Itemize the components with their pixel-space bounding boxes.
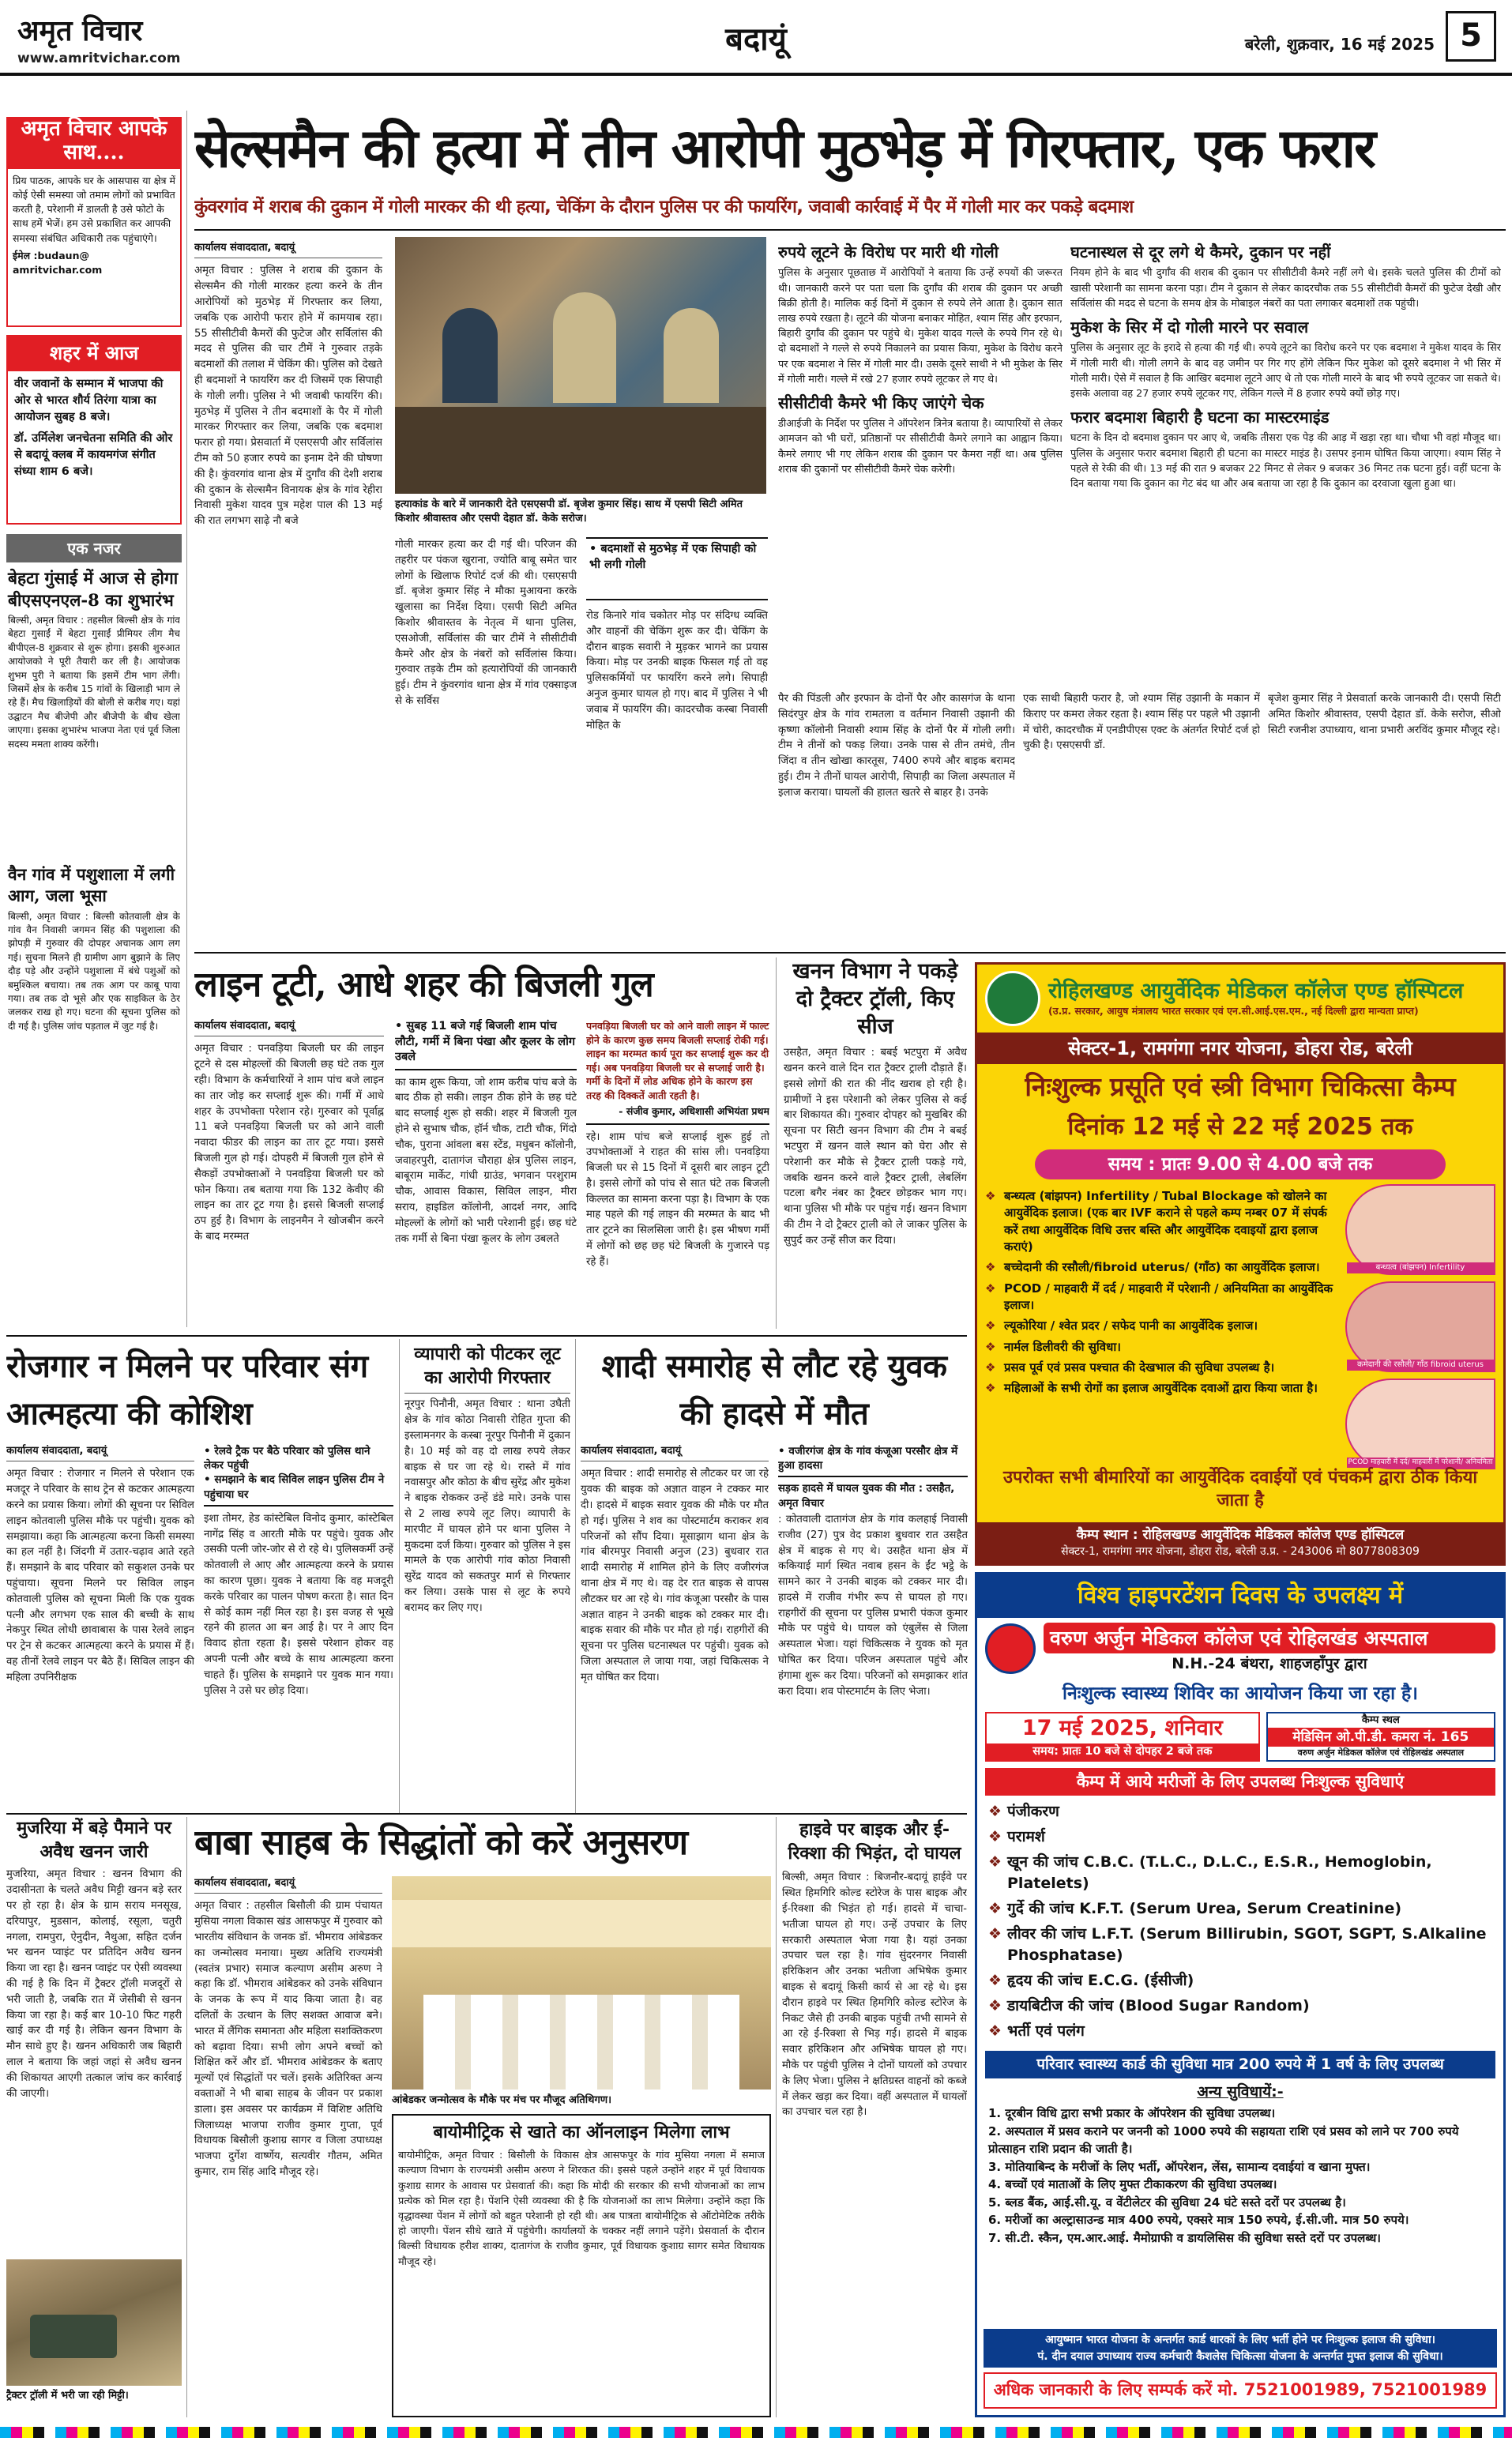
- lead-text-2: गोली मारकर हत्या कर दी गई थी। परिजन की तहरीर पर पंकज खुराना, ज्योति बाबू समेत चार लोगों के खिलाफ रिपोर्ट दर्ज की थी। एसएसपी डॉ. बृजेश कुमार सिंह ने मौका मुआयना करके खुलासा का निर्देश दिया। एसपी सिटी अमित किशोर श्रीवास्तव के नेतृत्व में थाना पुलिस, एसओजी, सर्विलांस की चार टीमें ने सीसीटीवी कैमरे और क्षेत्र के नंबरों को सर्विलांस किया। गुरुवार तड़के टीम को हत्यारोपियों की जानकारी हुई। टीम ने कुंवरगांव थाना क्षेत्र में गांव एक्साइज से के सर्विस: [395, 539, 577, 707]
- ad1-service: ❖ नार्मल डिलीवरी की सुविधा।: [985, 1339, 1339, 1356]
- mining2-divider: [186, 1817, 187, 2417]
- lead-text-6: पैर की पिंडली और इरफान के दोनों पैर और कासगंज के थाना सिदंरपुर क्षेत्र के गांव रामतला व वर्तमान निवासी उझानी की कृष्णा कॉलोनी निवासी श्याम सिंह के दोनों पैर में गोली लगी। टीम ने तीनों को पकड़ लिया। उनके पास से तीन तमंचे, तीन जिंदा व तीन खोखा कारतूस, 7400 रुपये और बाइक बरामद हुई। टीम ने तीनों घायल आरोपी, सिपाही का जिला अस्पताल में इलाज कराया। घायलों की हालत खतरे से बाहर है। उनके: [778, 693, 1015, 799]
- photo-person: [442, 308, 498, 403]
- ambedkar-headline: बाबा साहब के सिद्धांतों को करें अनुसरण: [194, 1822, 688, 1863]
- lead-text-5c: घटना के दिन दो बदमाश दुकान पर आए थे, जबकि तीसरा एक पेड़ की आड़ में खड़ा रहा था। चौथा भी वहां मौजूद था। पुलिस के अनुसार फरार बदमाश बिहारी ही घटना का मास्टर माइंड है। उसपर इनाम घोषित किया जाएगा। श्याम सिंह ने पहले से रेकी की थी। 13 मई की रात 9 बजकर 22 मिनट से लेकर 9 बजकर 36 मिनट तक घटना हुई। वहीं घटना के दिन बताया गया कि दुकान का गेट बंद था और अब बताया जा रहा है कि दुकान का दरवाजा खुला हुआ था।: [1070, 432, 1501, 491]
- ad2-time: समय: प्रातः 10 बजे से दोपहर 2 बजे तक: [987, 1743, 1258, 1760]
- ad1-services-list: [985, 1184, 1339, 1469]
- highway-headline: हाइवे पर बाइक और ई-रिक्शा की भिड़ंत, दो घायल: [788, 1820, 961, 1864]
- lead-column-1: [194, 241, 382, 944]
- photo-table: [395, 407, 766, 494]
- mining2-caption: ट्रैक्टर ट्रॉली में भरी जा रही मिट्टी।: [6, 2390, 129, 2402]
- lead-text-7: एक साथी बिहारी फरार है, जो श्याम सिंह उझानी के मकान में किराए पर कमरा लेकर रहता है। श्याम सिंह पर पहले भी उझानी में चोरी, कादरचौक में एनडीपीएस एक्ट के अंतर्गत रिपोर्ट दर्ज हो चुकी है। एसएसपी डॉ.: [1023, 693, 1260, 752]
- ad1-service: ❖ प्रसव पूर्व एवं प्रसव पश्चात की देखभाल की सुविधा उपलब्ध है।: [985, 1360, 1339, 1376]
- ad2-title-group: [1044, 1623, 1495, 1675]
- trader-divider: [575, 1339, 576, 1813]
- ad1-subtitle: (उ.प्र. सरकार, आयुष मंत्रालय भारत सरकार एवं एन.सी.आई.एस.एम., नई दिल्ली द्वारा मान्यता प्राप्त): [1048, 1005, 1419, 1017]
- suicide-column-1: [6, 1444, 194, 1807]
- ad1-service: ❖ महिलाओं के सभी रोगों का इलाज आयुर्वेदिक दवाओं द्वारा किया जाता है।: [985, 1380, 1339, 1397]
- wedding-text-1: अमृत विचार : शादी समारोह से लौटकर घर जा रहे युवक की बाइक को अज्ञात वाहन ने टक्कर मार दी। हादसे में बाइक सवार युवक की मौके पर मौत हो गई। पुलिस ने शव का पोस्टमार्टम कराकर शव परिजनों को सौंप दिया। मूसाझाग थाना क्षेत्र के गांव बीरमपुर निवासी अनुज (23) बुधवार रात शादी समारोह में शामिल होने के लिए वजीरगंज थाना क्षेत्र में गए थे। वह देर रात बाइक से वापस लौटकर घर आ रहे थे। गांव कंजूआ परसौर के पास अज्ञात वाहन ने उनकी बाइक को टक्कर मार दी। बाइक सवार की मौके पर मौत हो गई। राहगीरों की सूचना पर पुलिस घटनास्थल पर पहुंची। युवक को जिला अस्पताल ले जाया गया, जहां चिकित्सक ने मृत घोषित कर दिया।: [581, 1468, 769, 1683]
- ambedkar-column: [194, 1876, 382, 2417]
- lead-text-5: नियम होने के बाद भी दुर्गाँव की शराब की दुकान पर सीसीटीवी कैमरे नहीं लगे थे। इसके चलते पुलिस की टीमों को खासी परेशानी का सामना करना पड़ा। टीम ने दुकान से लेकर कादरचौक तक 55 सीसीटीवी कैमरों की फुटेज देखी और सर्विलांस की मदद से घटना के समय क्षेत्र के मोबाइल नंबरों का पता लगाकर बदमाशों तक पहुंची।: [1070, 267, 1501, 310]
- power-column-2: [395, 1019, 577, 1327]
- ad1-header: [977, 965, 1503, 1033]
- ad2-place-box: [1266, 1712, 1495, 1762]
- photo-tractor: [30, 2315, 117, 2358]
- ad2-other-list: [977, 2103, 1503, 2248]
- ambedkar-divider: [776, 1817, 777, 2417]
- photo-guests: [423, 1995, 739, 2090]
- ad1-address: सेक्टर-1, रामगंगा नगर योजना, डोहरा रोड, बरेली: [977, 1033, 1503, 1064]
- power-headline: लाइन टूटी, आधे शहर की बिजली गुल: [194, 965, 653, 1005]
- promo-title: अमृत विचार आपके साथ....: [6, 117, 182, 169]
- ad2-card: परिवार स्वास्थ्य कार्ड की सुविधा मात्र 200 रुपये में 1 वर्ष के लिए उपलब्ध: [985, 2051, 1495, 2078]
- power-column-1: [194, 1019, 384, 1327]
- ad2-header: [977, 1618, 1503, 1680]
- mining2-photo[interactable]: [6, 2259, 182, 2386]
- highway-text: बिल्सी, अमृत विचार : बिजनौर-बदायूं हाईवे पर स्थित हिमगिरि कोल्ड स्टोरेज के पास बाइक और ई-रिक्शा की भिड़ंत हो गई। हादसे में चाचा-भतीजा घायल हो गए। उन्हें उपचार के लिए सरकारी अस्पताल भेजा गया है। यहां उनका उपचार चल रहा है। गांव सुंदरनगर निवासी हरिकिशन और उनका भतीजा अभिषेक कुमार बाइक से बदायूं किसी कार्य से आ रहे थे। इस दौरान हाइवे पर स्थित हिमगिरि कोल्ड स्टोरेज के निकट जैसे ही उनकी बाइक पहुंची तभी सामने से आ रहे ई-रिक्शा से भिड़ गई। हादसे में बाइक सवार हरिकिशन और अभिषेक घायल हो गए। मौके पर पहुंची पुलिस ने दोनों घायलों को उपचार के लिए भेजा। पुलिस ने क्षतिग्रस्त वाहनों को कब्जे में लेकर खड़ा कर दिया। वहीं अस्पताल में घायलों का उपचार चल रहा है।: [782, 1871, 967, 2119]
- ad1-service: ❖ ल्यूकोरिया / श्वेत प्रदर / सफेद पानी का आयुर्वेदिक इलाज।: [985, 1318, 1339, 1334]
- suicide-divider: [399, 1339, 400, 1813]
- suicide-text-1: अमृत विचार : रोजगार न मिलने से परेशान एक मजदूर ने परिवार के साथ ट्रेन से कटकर आत्महत्या करने का प्रयास किया। लोगों की सूचना पर सिविल लाइन कोतवाली पुलिस मौके पर पहुंची। युवक को समझाया। कहा कि आत्महत्या करना किसी समस्या का हल नहीं है। जिंदगी में उतार-चढ़ाव आते रहते हैं। समझाने के बाद परिवार को सकुशल उनके घर पहुंचाया। सूचना मिलने पर सिविल लाइन कोतवाली पुलिस को सूचना मिली कि एक युवक पत्नी और लगभग एक साल की बच्ची के साथ नेकपुर स्थित लोधी छावाबास के पास रेलवे लाइन पर ट्रेन से कटकर आत्महत्या करने के प्रयास में हैं। वह तीनों रेलवे लाइन पर बैठे हैं। सिविल लाइन की महिला उपनिरीक्षक: [6, 1468, 194, 1683]
- photo-banner: [392, 1900, 771, 1947]
- ad2-facility: ❖ भर्ती एवं पलंग: [988, 2021, 1492, 2042]
- ad1-venue-box: [977, 1522, 1503, 1563]
- edition-city: बदायूं: [725, 21, 787, 58]
- wedding-text-2: : कोतवाली दातागंज क्षेत्र के गांव कलहाई निवासी राजीव (27) पुत्र वेद प्रकाश बुधवार रात उसहैत क्षेत्र में बाइक से गए थे। उसहैत थाना क्षेत्र में ककियाई मार्ग स्थित नवाब हसन के ईंट भट्ठे के सामने कार ने उनकी बाइक को टक्कर मार दी। हादसे में राजीव गंभीर रूप से घायल हो गए। राहगीरों की सूचना पर पुलिस प्रभारी पंकज कुमार मौके पर पहुंचे थे। घायल को एंबुलेंस से जिला अस्पताल भेजा। यहां चिकित्सक ने युवक को मृत घोषित कर दिया। परिजन अस्पताल पहुंचे और हंगामा शुरू कर दिया। परिजनों को समझाकर शांत करा दिया। शव पोस्टमार्टम के लिए भेजा।: [778, 1513, 968, 1698]
- row3-rule: [6, 1813, 967, 1815]
- lead-text-4b: डीआईजी के निर्देश पर पुलिस ने ऑपरेशन त्रिनेत्र बताया है। व्यापारियों से लेकर आमजन को भी घरों, प्रतिष्ठानों पर सीसीटीवी कैमरे लगाने का आह्वान किया। कैमरे लगाए भी गए लेकिन शराब की दुकान पर कैमरा नहीं था। अब पुलिस शराब की दुकानों पर सीसीटीवी कैमरे चेक करेगी।: [778, 418, 1063, 476]
- ad2-scheme: आयुष्मान भारत योजना के अन्तर्गत कार्ड धारकों के लिए भर्ती होने पर निःशुल्क इलाज की सुविधा।: [1045, 2334, 1435, 2347]
- biometric-text: बायोमीट्रिक, अमृत विचार : बिसौली के विकास क्षेत्र आसफपुर के गांव मुसिया नगला में समाज कल्याण विभाग के राज्यमंत्री असीम अरुण ने शिरकत की। इससे पहले उन्होंने शहर में पूर्व विधायक कुशाग्र सागर के आवास पर प्रेसवार्ता की। कहा कि मोदी की सरकार की सभी योजनाओं का लाभ प्रत्येक को मिल रहा है। पेंशनि ऐसी व्यवस्था की है कि योजनाओं का लाभ मिलेगा। उन्होंने कहा कि वृद्धावस्था पेंशन में लोगों को बहुत परेशानी हो रही थी। अब पात्रता बायोमीट्रिक से ऑटोमेटिक तरीके हो जाएगी। पेंशन सीधे खाते में पहुंचेगी। कार्यालयों के चक्कर नहीं लगाने पड़ेंगे। प्रेसवार्ता के दौरान बिल्सी विधायक हरीश शाक्य, दातागंज के राजीव कुमार, पूर्व विधायक कुशाग्र सागर समेत विधायक मौजूद रहे।: [398, 2150, 765, 2268]
- lead-headline: सेल्समैन की हत्या में तीन आरोपी मुठभेड़ में गिरफ्तार, एक फरार: [194, 117, 1375, 180]
- ad2-place2: वरुण अर्जुन मेडिकल कॉलेज एवं रोहिलखंड अस्पताल: [1297, 1747, 1465, 1759]
- city-today-item: वीर जवानों के सम्मान में भाजपा की ओर से भारत शौर्य तिरंगा यात्रा का आयोजन सुबह 8 बजे।: [14, 378, 164, 424]
- city-today-title: शहर में आज: [6, 335, 182, 371]
- wedding-byline: कार्यालय संवाददाता, बदायूं: [581, 1444, 769, 1461]
- ad2-other-item: 5. ब्लड बैंक, आई.सी.यू. व वेंटीलेटर की सुविधा 24 घंटे सस्ते दरों पर उपलब्ध है।: [988, 2195, 1346, 2210]
- lead-subhead: कुंवरगांव में शराब की दुकान में गोली मारकर की थी हत्या, चेकिंग के दौरान पुलिस पर की फायरिंग, जवाबी कार्रवाई में पैर में गोली मार कर पकड़े बदमाश: [194, 197, 1134, 217]
- glance1-text: बिल्सी, अमृत विचार : तहसील बिल्सी क्षेत्र के गांव बेहटा गुसाईं में बेहटा गुसाईं प्रीमियर लीग मैच बीपीएल-8 शुक्रवार से शुरू होगा। इसकी शुरुआत आयोजको ने पूरी तैयारी कर ली है। आयोजक शुभम पुरी ने बताया कि इसमें टीम भाग लेंगी। जिसमें क्षेत्र के करीब 15 गांवों के खिलाड़ी भाग ले रहे हैं। मैच खिलाड़ियों की बोली से करीब गए। यहां उद्घाटन मैच बीजेपी और बीजेपी के बीच खेला जाएगा। इसका शुभारंभ भाजपा नेता एवं पूर्व जिला सदस्य ममता शाक्य करेंगी।: [8, 615, 180, 750]
- ad2-date-box: [985, 1712, 1260, 1762]
- wedding-column-1: [581, 1444, 769, 1807]
- ad1-dates: दिनांक 12 मई से 22 मई 2025 तक: [1067, 1112, 1413, 1141]
- ad2-other-head: अन्य सुविधायें:-: [1197, 2083, 1284, 2101]
- ad1-venue: कैम्प स्थान : रोहिलखण्ड आयुर्वेदिक मेडिकल कॉलेज एण्ड हॉस्पिटल: [1076, 1527, 1405, 1543]
- biometric-headline: बायोमीट्रिक से खाते का ऑनलाइन मिलेगा लाभ: [433, 2123, 730, 2142]
- city-today-item: डॉ. उर्मिलेश जनचेतना समिति की ओर से बदायूं क्लब में कायमगंज संगीत संध्या शाम 6 बजे।: [14, 432, 173, 479]
- lead-text-5b: पुलिस के अनुसार लूट के इरादे से हत्या की गई थी। रुपये लूटने का विरोध करने पर एक बदमाश ने मुकेश यादव के सिर में गोली मारी थी। गोली लगने के बाद वह जमीन पर गिर गए होंगे लेकिन फिर मुकेश को दूसरे बदमाश ने भी सिर में गोली मारी। ऐसे में सवाल है कि आखिर बदमाश लूटने आए थे तो एक गोली मारने के बाद भी रुपये लूटकर जा सकते थे। इसके अलावा वह 27 हजार रुपये लूटकर गए, लेकिन गल्ले में 8 हजार रुपये क्यों छोड़ गए।: [1070, 342, 1501, 400]
- college-emblem-icon: [985, 971, 1040, 1026]
- lead-text-3: रोड किनारे गांव चकोतर मोड़ पर संदिग्ध व्यक्ति और वाहनों की चेकिंग शुरू कर दी। चेकिंग के दौरान बाइक सवारी ने मुड़कर भागने का प्रयास किया। मोड़ पर उनकी बाइक फिसल गई तो वह पुलिसकर्मियों पर फायरिंग करने लगे। सिपाही अनुज कुमार घायल हो गए। बाद में पुलिस ने भी जवाब में फायरिंग की। कादरचौक कस्बा निवासी मोहित के: [586, 610, 768, 732]
- glance-box: [6, 562, 182, 1143]
- ad1-camp: निःशुल्क प्रसूति एवं स्त्री विभाग चिकित्सा कैम्प: [1025, 1071, 1456, 1103]
- city-today-box: [6, 371, 182, 525]
- ad2-banner: विश्व हाइपरटेंशन दिवस के उपलक्ष्य में: [977, 1574, 1503, 1618]
- suicide-pull-2: • समझाने के बाद सिविल लाइन पुलिस टीम ने पहुंचाया घर: [204, 1473, 393, 1506]
- page-number: 5: [1446, 11, 1496, 62]
- power-text-3: रहे। शाम पांच बजे सप्लाई शुरू हुई तो उपभोक्ताओं ने राहत की सांस ली। पनवड़िया बिजली घर से 15 दिनों में दूसरी बार लाइन टूटी है। इससे लोगों को पांच से सात घंटे तक बिजली किल्लत का सामना करना पड़ा है। विभाग के एक माह पहले की गई लाइन की मरम्मत के बाद भी तार टूटने का सिलसिला जारी है। इस भीषण गर्मी में लोगों को छह छह घंटे बिजली के गुजारने पड़ रहे हैं।: [586, 1130, 769, 1268]
- ad1-image-pcod: [1345, 1379, 1495, 1469]
- glance2-text: बिल्सी, अमृत विचार : बिल्सी कोतवाली क्षेत्र के गांव वैन निवासी जगमन सिंह की पशुशाला की झोपड़ी में गुरुवार की दोपहर अचानक आग लग गई। सुचना मिलने ही ग्रामीण आग बुझाने के लिए दौड़ पड़े और उन्होंने पशुशाला में बंधे पशुओं को बमुश्किल बचाया। तब तक आग पर काबू पाया गया। तब तक दो भूसे और एक साइकिल के ठेर जलकर राख हो गए। घटना की सूचना पुलिस को दी गई है। पुलिस जांच पड़ताल में जुट गई है।: [8, 910, 180, 1032]
- suicide-headline: रोजगार न मिलने पर परिवार संग आत्महत्या की कोशिश: [6, 1348, 368, 1432]
- highway-story: [782, 1819, 967, 2417]
- suicide-text-2: इशा तोमर, हेड कांस्टेबिल विनोद कुमार, कांस्टेबिल नागेंद्र सिंह व आरती मौके पर पहुंचे। युवक और उसकी पत्नी जोर-जोर से रो रहे थे। पुलिसकर्मी उन्हें कोतवाली ले आए और आत्महत्या करने के प्रयास का कारण पूछा। युवक ने बताया कि वह मजदूरी करके परिवार का पालन पोषण करता है। सात दिन से कोई काम नहीं मिल रहा है। इस वजह से भूखे रहने की हालत आ बन आई है। पर ने आए दिन विवाद होता रहता है। इससे परेशान होकर वह अपनी पत्नी और बच्चे के साथ आत्महत्या करना चाहते हैं। पुलिस के समझाने पर युवक मान गया। पुलिस ने उसे घर छोड़ दिया।: [204, 1512, 393, 1697]
- power-pull-quote: • सुबह 11 बजे गई बिजली शाम पांच लौटी, गर्मी में बिना पंखा और कूलर के लोग उबले: [395, 1019, 577, 1070]
- ad2-facility: ❖ पंजीकरण: [988, 1801, 1492, 1822]
- ad2-place: मेडिसिन ओ.पी.डी. कमरा नं. 165: [1268, 1728, 1494, 1747]
- ad2-contact[interactable]: अधिक जानकारी के लिए सम्पर्क करें मो. 7521001989, 7521001989: [984, 2372, 1497, 2409]
- ad2-place-label: कैम्प स्थल: [1361, 1713, 1400, 1726]
- lead-pull-quote-box: [586, 537, 768, 600]
- newspaper-logo[interactable]: अमृत विचार: [17, 14, 143, 47]
- ad1-title: रोहिलखण्ड आयुर्वेदिक मेडिकल कॉलेज एण्ड हॉस्पिटल: [1048, 978, 1464, 1003]
- photo-person: [664, 308, 719, 403]
- website-url[interactable]: www.amritvichar.com: [17, 51, 181, 66]
- ad2-facility: ❖ खून की जांच C.B.C. (T.L.C., D.L.C., E.S.R., Hemoglobin, Platelets): [988, 1852, 1492, 1894]
- ad1-image-fibroid: [1345, 1281, 1495, 1372]
- power-text-1: अमृत विचार : पनवड़िया बिजली घर की लाइन टूटने से दस मोहल्लों की बिजली छह घंटे तक गुल रही। विभाग के कर्मचारियों ने शाम पांच बजे लाइन का तार जोड़ कर सप्लाई शुरू की। गर्मी में आधे शहर के उपभोक्ता परेशान रहे। गुरुवार को पूर्वाह्न 11 बजे पनवड़िया बिजली घर को आने वाली नवादा फीडर की लाइन का तार टूट गया। इससे बिजली गुल हो गई। दोपहरी में बिजली गुल होने से सैकड़ों उपभोक्ताओं ने पनवड़िया बिजली घर को फोन किया। तब बताया गया कि 132 केवीए की लाइन का तार टूट गया है। इससे बिजली सप्लाई ठप हुई है। विभाग के लाइनमैन ने खोजबीन करने के बाद मरम्मत: [194, 1043, 384, 1243]
- ayurvedic-ad[interactable]: [975, 962, 1506, 1566]
- sidebar-divider: [186, 111, 187, 1327]
- glance1-headline: बेहटा गुंसाई में आज से होगा बीएसएनएल-8 का शुभारंभ: [8, 568, 179, 610]
- masthead: [0, 0, 1512, 76]
- power-byline: कार्यालय संवाददाता, बदायूं: [194, 1019, 384, 1036]
- lead-byline: कार्यालय संवाददाता, बदायूं: [194, 241, 382, 258]
- lead-subhead-cameras: घटनास्थल से दूर लगे थे कैमरे, दुकान पर नहीं: [1070, 243, 1331, 261]
- lead-bottom-rule: [194, 952, 1506, 954]
- lead-rule: [194, 229, 1506, 231]
- ad2-facility: ❖ लीवर की जांच L.F.T. (Serum Billirubin, SGOT, SGPT, S.Alkaline Phosphatase): [988, 1924, 1492, 1966]
- ad2-title: वरुण अर्जुन मेडिकल कॉलेज एवं रोहिलखंड अस्पताल: [1044, 1623, 1495, 1654]
- promo-email[interactable]: ईमेल :budaun@ amritvichar.com: [13, 249, 103, 276]
- ad1-images: [1345, 1184, 1495, 1469]
- ad1-image-infertility: [1345, 1184, 1495, 1275]
- lead-text-4: पुलिस के अनुसार पूछताछ में आरोपियों ने बताया कि उन्हें रुपयों की जरूरत थी। जानकारी करने पर पता चला कि दुर्गाँव की शराब की दुकान पर अच्छी बिक्री होती है। मालिक कई दिनों में दुकान से रुपये लेने आता है। दुकान सात लाख रुपये रखता है। लूटने की योजना बनाकर मोहित, श्याम सिंह और इरफान, बिहारी दुर्गाँव की दुकान पर पहुंचे थे। मुकेश यादव गल्ले के रुपये गिन रहे थे। दो बदमाशों ने गल्ले से रुपये निकालने का प्रयास किया, मुकेश के विरोध करने पर एक बदमाश ने सिर में गोली मार दी। उसके दूसरे साथी ने भी मुकेश के सिर में गोली मारी। गल्ले में रखे 27 हजार रुपये लूटकर ले गए थे।: [778, 267, 1063, 386]
- ad1-service: ❖ बन्ध्यत्व (बांझपन) Infertility / Tubal Blockage को खोलने का आयुर्वेदिक इलाज। (एक बार IVF कराने से पहले कम्प नम्बर 07 में संपर्क करें तथा आयुर्वेदिक विधि उत्तर बस्ति और आयुर्वेदिक दवाइयों द्वारा इलाज कराएं): [985, 1188, 1339, 1255]
- mining2-text: मुजरिया, अमृत विचार : खनन विभाग की उदासीनता के चलते अवैध मिट्टी खनन बड़े स्तर पर हो रहा है। क्षेत्र के ग्राम सराय मनसूख, दरियापुर, मुडसान, कोलाई, रसूला, चतुरी नगला, रामपुरा, ऐनुदीन, नैथुआ, सहित दर्जन भर खनन प्वाइंट पर प्रतिदिन अवैध खनन किया जा रहा है। खनन प्वाइंट पर ऐसी व्यवस्था की गई है कि दिन में ट्रैक्टर ट्रॉली मजदूरों से भरी जाती है, जबकि रात में जेसीबी से खनन किया जा रहा है। कई बार 10-10 फिट गहरी खाई कर दी गई है। लेकिन खनन विभाग के मौन साधे हुए है। खनन अधिकारी जब बिहारी लाल ने बताया कि जहां जहां से अवैध खनन की शिकायत आएगी तत्काल जांच कर कार्रवाई की जाएगी।: [6, 1868, 182, 2100]
- lead-subhead-cctv: सीसीटीवी कैमरे भी किए जाएंगे चेक: [778, 393, 984, 412]
- suicide-column-2: [204, 1444, 393, 1807]
- ad1-time: समय : प्रातः 9.00 से 4.00 बजे तक: [1035, 1149, 1446, 1180]
- ambedkar-photo[interactable]: [392, 1876, 771, 2090]
- biometric-box: [392, 2114, 771, 2417]
- ad2-facilities-list: [977, 1796, 1503, 2048]
- lead-column-8: [1268, 691, 1501, 944]
- ad2-other-item: 6. मरीजों का अल्ट्रासाउन्ड मात्र 400 रुपये, एक्सरे मात्र 150 रुपये, ई.सी.जी. मात्र 50 रुपये।: [988, 2213, 1409, 2228]
- lead-column-4: [778, 241, 1063, 683]
- ad2-scheme-box: [984, 2329, 1497, 2368]
- ad2-facility: ❖ गुर्दे की जांच K.F.T. (Serum Urea, Serum Creatinine): [988, 1898, 1492, 1920]
- wedding-headline: शादी समारोह से लौट रहे युवक की हादसे में मौत: [601, 1348, 947, 1432]
- hospital-logo-icon: [985, 1623, 1036, 1674]
- wedding-column-2: [778, 1444, 968, 1807]
- lead-subhead-loot: रुपये लूटने के विरोध पर मारी थी गोली: [778, 243, 999, 261]
- glance2-headline: वैन गांव में पशुशाला में लगी आग, जला भूसा: [8, 864, 175, 906]
- power-quote: पनवड़िया बिजली घर को आने वाली लाइन में फाल्ट होने के कारण कुछ समय बिजली सप्लाई रोकी गई। लाइन का मरम्मत कार्य पूरा कर सप्लाई शुरू कर दी गई। अब पनवड़िया बिजली घर से सप्लाई जारी है। गर्मी के दिनों में लोड अधिक होने के कारण इस तरह की दिक्कतें आती रहती है।: [586, 1020, 769, 1101]
- lead-column-5: [1070, 241, 1501, 683]
- ad2-facility: ❖ हृदय की जांच E.C.G. (ईसीजी): [988, 1970, 1492, 1992]
- lead-pull-quote: • बदमाशों से मुठभेड़ में एक सिपाही को भी लगी गोली: [589, 542, 765, 573]
- ad2-facility: ❖ डायबिटीज की जांच (Blood Sugar Random): [988, 1995, 1492, 2017]
- ad1-image-caption: PCOD माहवारी में दर्द/ माहवारी में परेशानी/ अनियमिता: [1348, 1458, 1493, 1467]
- ad2-other-item: 3. मोतियाबिन्द के मरीजों के लिए भर्ती, ऑपरेशन, लेंस, सामान्य दवाईयां व खाना मुफ्त।: [988, 2159, 1371, 2174]
- trader-story: [404, 1343, 570, 1809]
- ad1-image-caption: बन्ध्यत्व (बांझपन) Infertility: [1347, 1262, 1494, 1273]
- lead-column-2: [395, 537, 577, 944]
- ad2-other-item: 7. सी.टी. स्कैन, एम.आर.आई. मैमोग्राफी व डायलिसिस की सुविधा सस्ते दरों पर उपलब्ध।: [988, 2230, 1381, 2245]
- mining-text: उसहैत, अमृत विचार : बबई भटपुरा में अवैध खनन करने वाले दिन रात ट्रैक्टर ट्राली दौड़ाते हैं। इससे लोगों की रात की नींद खराब हो रही है। ग्रामीणों ने इस परेशानी को लेकर पुलिस से कई बार शिकायत की। गुरुवार दोपहर को मुखबिर की सूचना पर सिटी खनन विभाग की टीम ने बबई भटपुरा में खनन वाले स्थान को घेरा और से परेशानी कर मौके से ट्रैक्टर ट्राली पकड़े गये, जबकि खनन करने वाले ट्रैक्टर ट्राली, लेबलिंग पटला बगैर नंबर का ट्रैक्टर छोड़कर भाग गए। थाना पुलिस भी मौके पर पहुंच गई। खनन विभाग की टीम ने दो ट्रैक्टर ट्राली को ले जाकर पुलिस के सुपुर्द कर उन्हें सीज कर दिया।: [784, 1047, 967, 1247]
- ambedkar-byline: कार्यालय संवाददाता, बदायूं: [194, 1876, 382, 1894]
- ad1-footer: उपरोक्त सभी बीमारियों का आयुर्वेदिक दवाईयों एवं पंचकर्म द्वारा ठीक किया जाता है: [1002, 1467, 1478, 1511]
- hypertension-camp-ad[interactable]: [975, 1572, 1506, 2417]
- mining-story: [784, 957, 967, 1329]
- lead-subhead-shots: मुकेश के सिर में दो गोली मारने पर सवाल: [1070, 317, 1309, 337]
- promo-box: [6, 169, 182, 327]
- photo-person: [553, 292, 616, 403]
- row2-rule: [6, 1335, 967, 1337]
- ad1-title-group: [1048, 979, 1495, 1018]
- glance-title: एक नजर: [6, 534, 182, 562]
- ad2-date-row: [977, 1712, 1503, 1762]
- ad2-facility: ❖ परामर्श: [988, 1826, 1492, 1848]
- ad2-other-item: 4. बच्चों एवं माताओं के लिए मुफ्त टीकाकरण की सुविधा उपलब्ध।: [988, 2177, 1277, 2192]
- power-column-3: [586, 1019, 769, 1327]
- ambedkar-photo-caption: आंबेडकर जन्मोत्सव के मौके पर मंच पर मौजूद अतिथिगण।: [392, 2094, 612, 2106]
- ad1-service: ❖ बच्चेदानी की रसौली/fibroid uterus/ (गाँठ) का आयुर्वेदिक इलाज।: [985, 1259, 1339, 1276]
- lead-subhead-mastermind: फरार बदमाश बिहारी है घटना का मास्टरमाइंड: [1070, 408, 1330, 427]
- color-registration-strip: [0, 2427, 1512, 2438]
- ad1-venue2: सेक्टर-1, रामगंगा नगर योजना, डोहरा रोड, बरेली उ.प्र. - 243006 मो 8077808309: [1061, 1545, 1420, 1559]
- dateline: बरेली, शुक्रवार, 16 मई 2025: [1244, 35, 1435, 54]
- suicide-byline: कार्यालय संवाददाता, बदायूं: [6, 1444, 194, 1461]
- lead-text-1: अमृत विचार : पुलिस ने शराब की दुकान के सेल्समैन की गोली मारकर हत्या करने के तीन आरोपियों को मुठभेड़ में गिरफ्तार कर लिया, जबकि एक आरोपी फरार होने में कामयाब रहा। 55 सीसीटीवी कैमरों की फुटेज और सर्विलांस की मदद से पुलिस की चार टीमें ने गुरुवार तड़के बदमाशों की तलाश में चेकिंग की। पुलिस को देखते ही बदमाशों ने फायरिंग कर दी जिसमें एक सिपाही के गोली लगी। पुलिस ने भी जवाबी फायरिंग की। मुठभेड़ में पुलिस ने तीन बदमाशों के पैर में गोली मारकर गिरफ्तार कर लिया, जबकि एक बदमाश फरार हो गया। प्रेसवार्ता में एसएसपी और सर्विलांस टीम को 50 हजार रुपये का इनाम देने की घोषणा की है। कुंवरगांव थाना क्षेत्र में दुर्गाँव की देशी शराब की दुकान के सेल्समैन विनायक क्षेत्र के गांव रेहीरा निवासी मुकेश यादव पुत्र महेश पाल की 13 मई की रात लगभग साढ़े नौ बजे: [194, 265, 382, 528]
- wedding-subhead: सड़क हादसे में घायल युवक की मौत : उसहैत, अमृत विचार: [778, 1483, 955, 1510]
- lead-photo-caption: हत्याकांड के बारे में जानकारी देते एसएसपी डॉ. बृजेश कुमार सिंह। साथ में एसपी सिटी अमित किशोर श्रीवास्तव और एसपी देहात डॉ. केके सरोज।: [395, 498, 743, 525]
- suicide-pull-1: • रेलवे ट्रैक पर बैठे परिवार को पुलिस थाने लेकर पहुंची: [204, 1444, 393, 1473]
- lead-text-8: बृजेश कुमार सिंह ने प्रेसवार्ता करके जानकारी दी। एसपी सिटी अमित किशोर श्रीवास्तव, एसपी देहात डॉ. केके सरोज, सीओ सिटी रजनीश उपाध्याय, थाना प्रभारी अरविंद कुमार मौजूद रहे।: [1268, 693, 1501, 736]
- lead-column-3: [586, 608, 768, 944]
- power-quote-author: - संजीव कुमार, अधिशासी अभियंता प्रथम: [619, 1105, 769, 1117]
- ad2-address: N.H.-24 बंथरा, शाहजहाँपुर द्वारा: [1172, 1655, 1367, 1673]
- power-text-2: का काम शुरू किया, जो शाम करीब पांच बजे के बाद ठीक हो सकी। लाइन ठीक होने के छह घंटे बाद सप्लाई शुरू हो सकी। शहर में बिजली गुल होने से सुभाष चौक, हॉर्न चौक, टाटी चौक, गिंदो चौक, पुराना आंवला बस स्टेंड, मधुबन कॉलोनी, जवाहरपुरी, दातागंज चौराहा क्षेत्र पुलिस लाइन, बाबूराम मार्केट, गांधी ग्राउंड, भगवान परशुराम चौक, आवास विकास, सिविल लाइन, मीरा सराय, हाइडिल कॉलोनी, आदर्श नगर, आदि मोहल्लों के लोगों को भारी परेशानी हुई। छह घंटे तक गर्मी से बिना पंखा कूलर के लोग उबलते: [395, 1076, 577, 1245]
- lead-column-7: [1023, 691, 1260, 944]
- mining2-story: [6, 1817, 182, 2417]
- ad2-other-item: 1. दूरबीन विधि द्वारा सभी प्रकार के ऑपरेशन की सुविधा उपलब्ध।: [988, 2106, 1276, 2121]
- power-quote-box: [586, 1019, 769, 1125]
- mining-headline: खनन विभाग ने पकड़े दो ट्रैक्टर ट्रॉली, किए सीज: [792, 959, 958, 1040]
- ad1-body: [977, 1184, 1503, 1469]
- ad1-service: ❖ PCOD / माहवारी में दर्द / माहवारी में परेशानी / अनियमिता का आयुर्वेदिक इलाज।: [985, 1281, 1339, 1315]
- ad2-facilities-head: कैम्प में आये मरीजों के लिए उपलब्ध निःशुल्क सुविधाएं: [985, 1768, 1495, 1796]
- ad2-scheme2: पं. दीन दयाल उपाध्याय राज्य कर्मचारी कैशलेस चिकित्सा योजना के अन्तर्गत मुफ्त इलाज की सुविधा।: [1037, 2349, 1443, 2363]
- trader-text: नूरपुर पिनौनी, अमृत विचार : थाना उघैती क्षेत्र के गांव कोठा निवासी रोहित गुप्ता की इस्लामनगर के कस्बा नूरपुर पिनौनी में दुकान है। 10 मई को वह दो लाख रुपये लेकर बाइक से घर जा रहे थे। रास्ते में गांव नवासपुर और कोठा के बीच सुरेंद्र और मुकेश ने बाइक रोककर उन्हें डंडे मारे। उनके पास से 2 लाख रुपये लूट लिए। व्यापारी के मारपीट में घायल होने पर थाना पुलिस ने मुकदमा दर्ज किया। गुरुवार को पुलिस ने इस मामले के एक आरोपी गांव कोठा निवासी सुरेंद्र यादव को सकतपुर मार्ग से गिरफ्तार कर लिया। उसके पास से लूट के रुपये बरामद कर लिए गए।: [404, 1398, 570, 1614]
- trader-headline: व्यापारी को पीटकर लूट का आरोपी गिरफ्तार: [404, 1343, 570, 1394]
- lead-photo[interactable]: [395, 237, 766, 494]
- ad2-camp: निःशुल्क स्वास्थ्य शिविर का आयोजन किया जा रहा है।: [1063, 1683, 1418, 1705]
- promo-text: प्रिय पाठक, आपके घर के आसपास या क्षेत्र में कोई ऐसी समस्या जो तमाम लोगों को प्रभावित करती है, परेशानी में डालती है उसे फोटो के साथ हमें भेजें। हम उसे प्रकाशित कर आपकी समस्या संबंधित अधिकारी तक पहुंचाएंगे।: [13, 175, 175, 244]
- left-sidebar: [6, 117, 182, 1324]
- ad2-date: 17 मई 2025, शनिवार: [1021, 1715, 1223, 1740]
- lead-column-6: [778, 691, 1015, 944]
- ambedkar-text: अमृत विचार : तहसील बिसौली की ग्राम पंचायत मुसिया नगला विकास खंड आसफपुर में गुरुवार को भारतीय संविधान के जनक डॉ. भीमराव आंबेडकर का जन्मोत्सव मनाया। मुख्य अतिथि राज्यमंत्री (स्वतंत्र प्रभार) समाज कल्याण असीम अरुण ने कहा कि डॉ. भीमराव आंबेडकर को उनके संविधान के जनक के रूप में याद किया जाता है। वह दलितों के उत्थान के लिए सशक्त आवाज बने। भारत में लैंगिक समानता और महिला सशक्तिकरण को बढ़ावा दिया। सभी लोग अपने बच्चों को शिक्षित करें और डॉ. भीमराव आंबेडकर के बताए मूल्यों एवं सिद्धांतों पर चलें। इसके अतिरिक्त अन्य वक्ताओं ने भी बाबा साहब के जीवन पर प्रकाश डाला। इस अवसर पर कार्यक्रम में विशिष्ट अतिथि जिलाध्यक्ष भाजपा राजीव कुमार गुप्ता, पूर्व विधायक बिसौली कुशाग्र सागर व जिला उपाध्यक्ष भाजपा दुर्गेश वार्ष्णेय, सत्यवीर गौतम, अमित कुमार, राम सिंह आदि मौजूद रहे।: [194, 1900, 382, 2178]
- wedding-pull: • वजीरगंज क्षेत्र के गांव कंजूआ परसौर क्षेत्र में हुआ हादसा: [778, 1444, 968, 1477]
- ad1-image-caption: कमेदानी की रसौली/ गाँठ fibroid uterus: [1347, 1360, 1494, 1371]
- power-divider: [776, 957, 777, 1329]
- mining2-headline: मुजरिया में बड़े पैमाने पर अवैध खनन जारी: [17, 1819, 171, 1862]
- ad2-other-item: 2. अस्पताल में प्रसव कराने पर जननी को 1000 रुपये की सहायता राशि एवं प्रसव को लाने पर 700 रुपये प्रोत्साहन राशि प्रदान की जाती है।: [988, 2123, 1459, 2157]
